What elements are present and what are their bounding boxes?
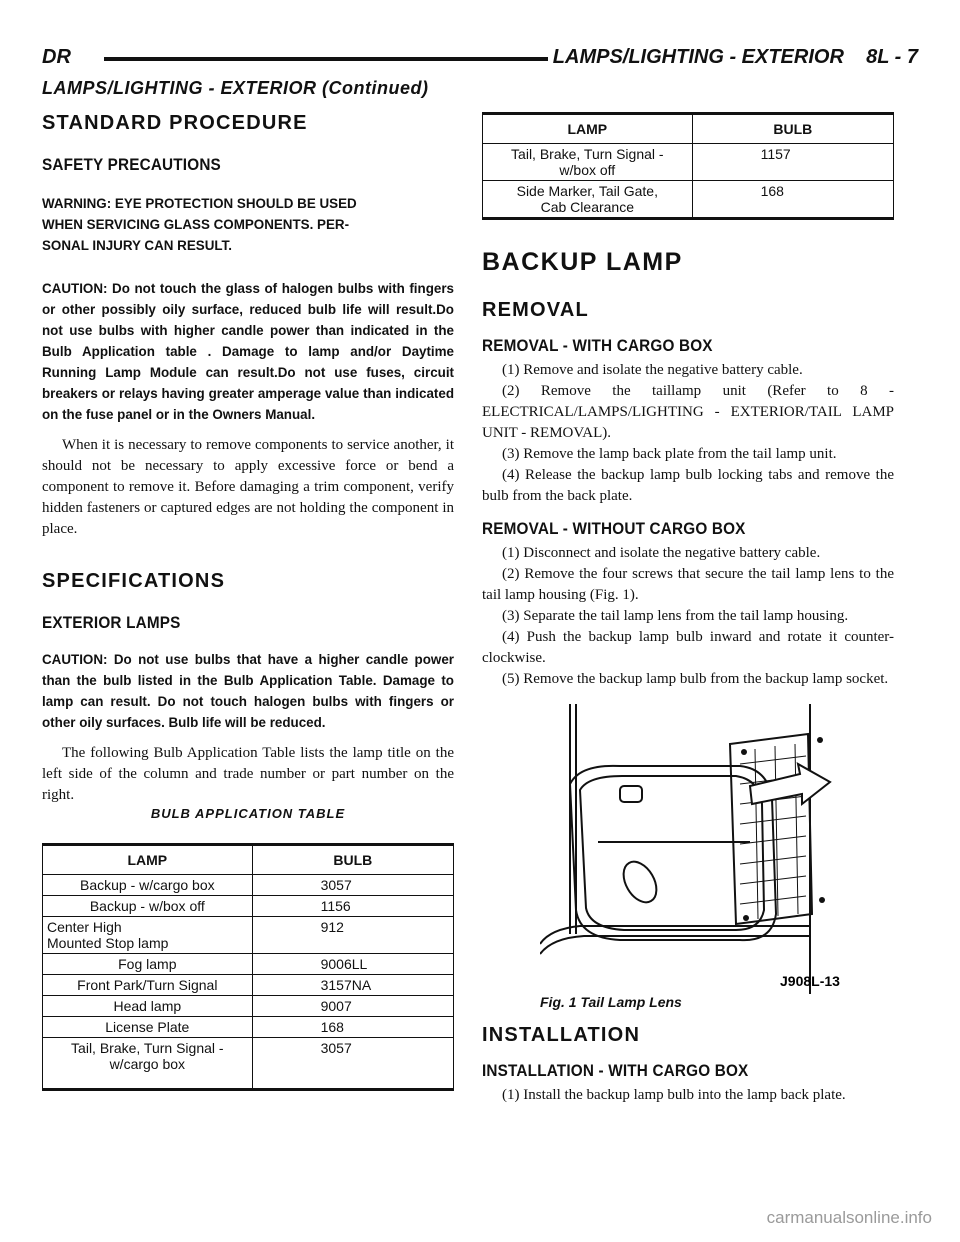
table-row [43,954,454,975]
lamp-cell: Backup - w/box off [43,896,253,917]
tail-lamp-lens-figure [540,704,860,994]
table-row [43,917,454,954]
removal-heading: REMOVAL [482,299,589,321]
removal-step: (3) Remove the lamp back plate from the tail lamp unit. [502,446,837,462]
removal-step: (2) Remove the taillamp unit (Refer to 8 - ELECTRICAL/LAMPS/LIGHTING - EXTERIOR/TAIL LAMP UNIT - REMOVAL). [482,383,894,441]
bulb-cell: 9006LL [252,954,453,975]
lamp-cell: Fog lamp [43,954,253,975]
specifications-body: The following Bulb Application Table lists the lamp title on the left side of the column and trade number or part number on the right. [42,745,454,803]
lamp-cell: Tail, Brake, Turn Signal - w/box off [483,144,693,181]
page-header [42,44,918,72]
table-row [43,875,454,896]
lamp-cell: Backup - w/cargo box [43,875,253,896]
column-header-lamp: LAMP [483,114,693,144]
removal-step: (4) Release the backup lamp bulb locking tabs and remove the bulb from the back plate. [482,467,894,504]
removal-step: (5) Remove the backup lamp bulb from the backup lamp socket. [502,671,889,687]
column-header-bulb: BULB [692,114,893,144]
left-column [42,112,454,1091]
right-column [482,112,894,1106]
installation-heading: INSTALLATION [482,1024,641,1046]
safety-caution: CAUTION: Do not touch the glass of halogen bulbs with fingers or other possibly oily surface, reduced bulb life will result.Do not use bulbs with higher candle power than indicated in the Bulb Application table . Damage to lamp and/or Daytime Running Lamp Module can result.Do not use fuses, circuit breakers or relays having greater amperage value than indicated on the fuse panel or in the Owners Manual. [42,281,454,422]
removal-step: (1) Disconnect and isolate the negative battery cable. [502,545,821,561]
table-row [483,144,894,181]
removal-step: (4) Push the backup lamp bulb inward and rotate it counter-clockwise. [482,629,894,666]
removal-step: (1) Remove and isolate the negative battery cable. [502,362,803,378]
safety-warning: WARNING: EYE PROTECTION SHOULD BE USED WHEN SERVICING GLASS COMPONENTS. PER- SONAL INJURY CAN RESULT. [42,196,357,253]
standard-procedure-body: When it is necessary to remove components to service another, it should not be necessary to apply excessive force or bend a component to remove it. Before damaging a trim component, verify hidden fasteners or captured edges are not holding the component in place. [42,437,454,537]
tail-lamp-illustration [540,704,860,994]
table-row [43,975,454,996]
lamp-cell: License Plate [43,1017,253,1038]
lamp-cell: Center High Mounted Stop lamp [43,917,253,954]
removal-without-box-heading: REMOVAL - WITHOUT CARGO BOX [482,519,746,538]
bulb-cell: 1157 [692,144,893,181]
table-header-row [43,845,454,875]
removal-step: (2) Remove the four screws that secure the tail lamp lens to the tail lamp housing (Fig. 1). [482,566,894,603]
lamp-cell: Side Marker, Tail Gate, Cab Clearance [483,181,693,219]
bulb-table-title: BULB APPLICATION TABLE [150,806,346,821]
lamp-cell: Front Park/Turn Signal [43,975,253,996]
bulb-cell: 3057 [252,875,453,896]
table-row [43,896,454,917]
table-row [43,1038,454,1090]
column-header-lamp: LAMP [43,845,253,875]
header-section-code: DR [42,46,71,68]
table-header-row [483,114,894,144]
bulb-cell: 1156 [252,896,453,917]
safety-precautions-heading: SAFETY PRECAUTIONS [42,155,221,174]
bulb-cell: 9007 [252,996,453,1017]
header-page-title: LAMPS/LIGHTING - EXTERIOR 8L - 7 [552,46,918,68]
bulb-cell: 3157NA [252,975,453,996]
specifications-caution: CAUTION: Do not use bulbs that have a higher candle power than the bulb listed in the Bulb Application Table. Damage to lamp can result. Do not touch halogen bulbs with fingers or other oily surfaces. Bulb life will be reduced. [42,652,454,730]
bulb-cell: 912 [252,917,453,954]
removal-step: (3) Separate the tail lamp lens from the tail lamp housing. [502,608,849,624]
bulb-cell: 168 [692,181,893,219]
removal-with-box-heading: REMOVAL - WITH CARGO BOX [482,336,713,355]
continued-heading: LAMPS/LIGHTING - EXTERIOR (Continued) [42,78,429,98]
installation-with-box-heading: INSTALLATION - WITH CARGO BOX [482,1061,749,1080]
header-rule [104,57,548,61]
exterior-lamps-heading: EXTERIOR LAMPS [42,613,181,632]
lamp-cell: Tail, Brake, Turn Signal - w/cargo box [43,1038,253,1090]
figure-caption: Fig. 1 Tail Lamp Lens [540,994,682,1010]
table-row [43,1017,454,1038]
watermark-footer: carmanualsonline.info [766,1208,932,1227]
table-row [483,181,894,219]
standard-procedure-heading: STANDARD PROCEDURE [42,112,308,134]
figure-code: J908L-13 [780,973,840,989]
bulb-application-table [42,843,454,1091]
table-row [43,996,454,1017]
installation-step: (1) Install the backup lamp bulb into the lamp back plate. [502,1087,846,1103]
specifications-heading: SPECIFICATIONS [42,570,226,592]
bulb-cell: 168 [252,1017,453,1038]
bulb-cell: 3057 [252,1038,453,1090]
column-header-bulb: BULB [252,845,453,875]
backup-lamp-heading: BACKUP LAMP [482,248,683,276]
bulb-application-table-continued [482,112,894,220]
lamp-cell: Head lamp [43,996,253,1017]
